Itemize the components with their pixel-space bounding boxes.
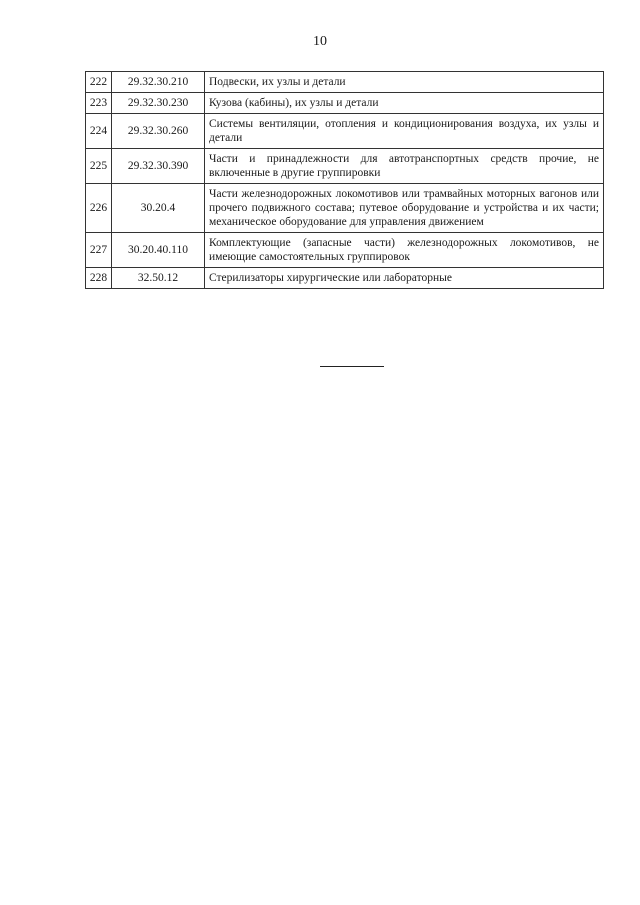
row-number: 225 [86,149,112,184]
table-row [86,149,604,184]
table-row [86,114,604,149]
item-description: Кузова (кабины), их узлы и детали [205,93,604,114]
row-number: 228 [86,268,112,289]
table-row [86,93,604,114]
item-description: Стерилизаторы хирургические или лабораторные [205,268,604,289]
table-row [86,268,604,289]
okpd-code: 30.20.40.110 [112,233,205,268]
row-number: 226 [86,184,112,233]
okpd-code: 29.32.30.210 [112,72,205,93]
okpd-code: 29.32.30.230 [112,93,205,114]
row-number: 222 [86,72,112,93]
okpd-code: 29.32.30.390 [112,149,205,184]
item-description: Части железнодорожных локомотивов или трамвайных моторных вагонов или прочего подвижного состава; путевое оборудование и устройства и их части; механическое оборудование для управления движением [205,184,604,233]
row-number: 223 [86,93,112,114]
table-row [86,184,604,233]
row-number: 224 [86,114,112,149]
item-description: Части и принадлежности для автотранспортных средств прочие, не включенные в другие группировки [205,149,604,184]
okpd-code: 29.32.30.260 [112,114,205,149]
item-description: Подвески, их узлы и детали [205,72,604,93]
classification-table [85,71,604,289]
page-number: 10 [313,34,327,49]
okpd-code: 32.50.12 [112,268,205,289]
row-number: 227 [86,233,112,268]
table-row [86,233,604,268]
item-description: Комплектующие (запасные части) железнодорожных локомотивов, не имеющие самостоятельных группировок [205,233,604,268]
end-of-list-rule [320,366,384,367]
table-row [86,72,604,93]
okpd-code: 30.20.4 [112,184,205,233]
item-description: Системы вентиляции, отопления и кондиционирования воздуха, их узлы и детали [205,114,604,149]
